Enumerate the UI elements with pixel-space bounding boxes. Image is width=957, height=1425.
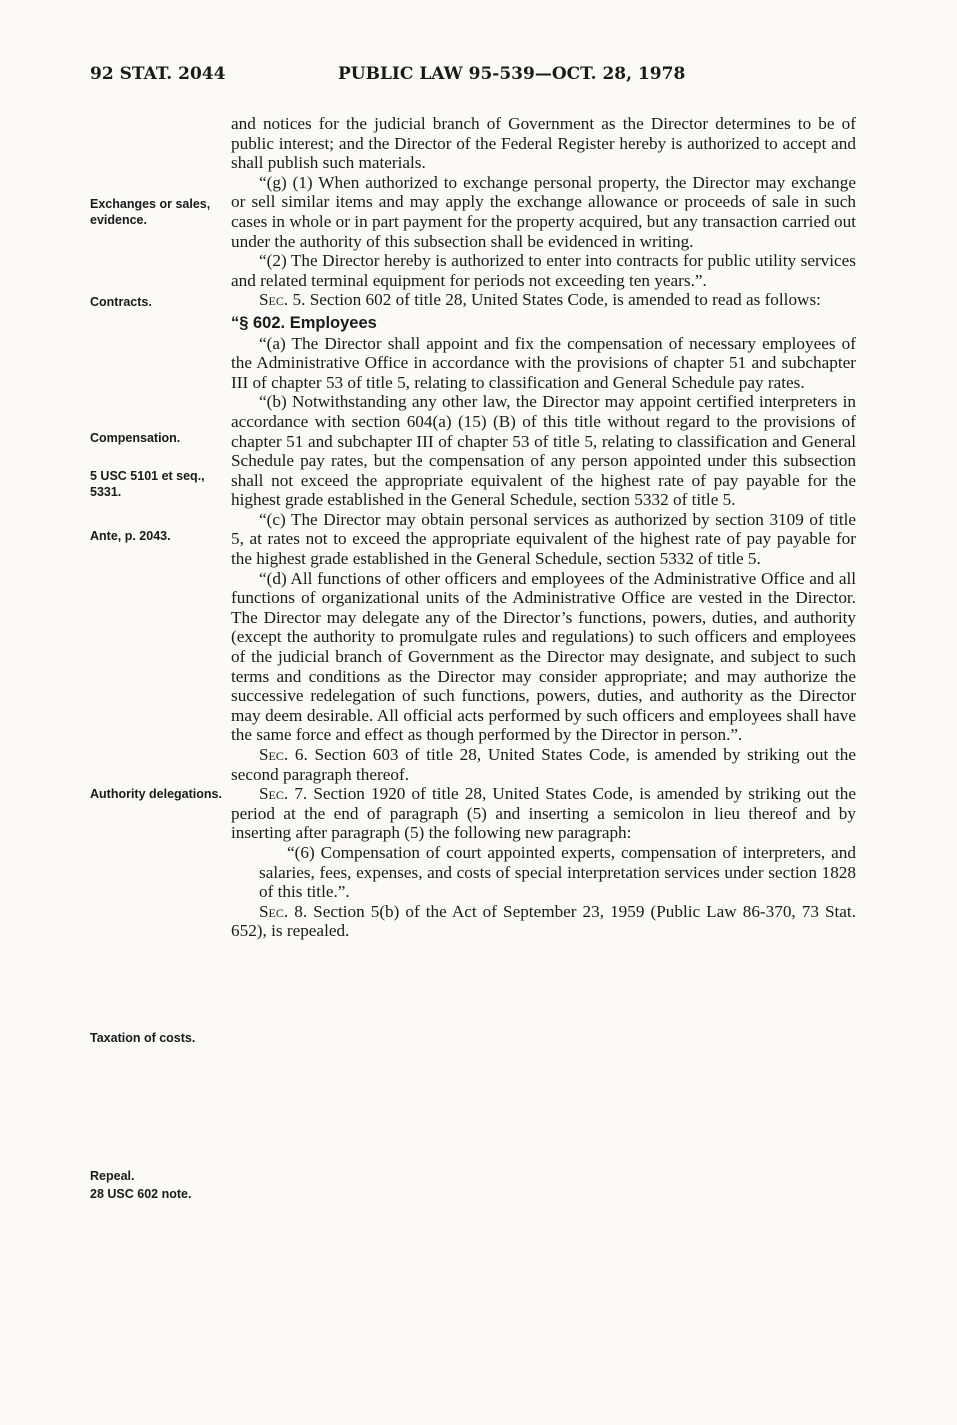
margin-note-ante: Ante, p. 2043. xyxy=(90,529,171,543)
paragraph-a: “(a) The Director shall appoint and fix the compensation of necessary employees of the Administrative Office in accordance with the provisions of chapter 51 and subchapter III of chapter 53 of title 5, relating to classification and General Schedule pay rates. xyxy=(231,333,856,392)
paragraph-d: “(d) All functions of other officers and employees of the Administrative Office and all functions of organizational units of the Administrative Office are vested in the Director. The Director may delegate any of the Director’s functions, powers, duties, and authority (except the authority to promulgate rules and regulations) to such officers and employees of the judicial branch of Government as the Director may designate, and subject to such terms and conditions as the Director may consider appropriate; and may authorize the successive redelegation of such functions, powers, duties, and authority as the Director may deem desirable. All official acts performed by such officers and employees shall have the same force and effect as though performed by the Director in person.”. xyxy=(231,568,856,745)
section-text: Section 5(b) of the Act of September 23, 1959 (Public Law 86-370, 73 Stat. 652), is repealed. xyxy=(231,901,856,941)
paragraph-continuation: and notices for the judicial branch of Government as the Director determines to be of public interest; and the Director of the Federal Register hereby is authorized to accept and shall publish such materials. xyxy=(231,114,856,173)
section-6 xyxy=(231,745,856,784)
section-heading: “§ 602. Employees xyxy=(231,313,377,332)
paragraph-b: “(b) Notwithstanding any other law, the Director may appoint certified interpreters in accordance with section 604(a) (15) (B) of this title without regard to the provisions of chapter 51 and subchapter III of chapter 53 of title 5, relating to classification and General Schedule pay rates, but the compensation of any person appointed under this subsection shall not exceed the appropriate equivalent of the highest rate of pay payable for the highest grade established in the General Schedule, section 5332 of title 5. xyxy=(231,392,856,510)
page-header xyxy=(0,64,957,90)
margin-note-contracts: Contracts. xyxy=(90,295,152,309)
section-label: Sec. 5. xyxy=(259,290,306,310)
section-text: Section 602 of title 28, United States Code, is amended to read as follows: xyxy=(305,290,821,310)
paragraph-g1: “(g) (1) When authorized to exchange personal property, the Director may exchange or sell similar items and may apply the exchange allowance or proceeds of sale in such cases in whole or in part payment for the property acquired, but any transaction carried out under the authority of this subsection shall be evidenced in writing. xyxy=(231,172,856,251)
section-5 xyxy=(231,290,856,310)
margin-note-authority: Authority delegations. xyxy=(90,787,222,801)
section-label: Sec. 7. xyxy=(259,784,308,804)
section-label: Sec. 6. xyxy=(259,745,308,764)
margin-note-exchanges: Exchanges or sales, evidence. xyxy=(90,197,211,227)
section-text: Section 1920 of title 28, United States Code, is amended by striking out the period at the end of paragraph (5) and inserting a semicolon in lieu thereof and by inserting after paragraph (5) the following new paragraph: xyxy=(231,784,856,843)
margin-note-usc5101: 5 USC 5101 et seq., 5331. xyxy=(90,469,205,499)
section-7 xyxy=(231,784,856,843)
stat-citation: 92 STAT. 2044 xyxy=(90,64,226,84)
section-label: Sec. 8. xyxy=(259,901,308,921)
section-text: Section 603 of title 28, United States Code, is amended by striking out the second paragraph thereof. xyxy=(231,745,856,784)
paragraph-6: “(6) Compensation of court appointed experts, compensation of interpreters, and salaries, fees, expenses, and costs of special interpretation services under section 1828 of this title.”. xyxy=(259,842,856,902)
body-text xyxy=(231,114,856,941)
public-law-title: PUBLIC LAW 95-539—OCT. 28, 1978 xyxy=(338,64,686,84)
margin-note-usc602: 28 USC 602 note. xyxy=(90,1187,192,1201)
margin-note-compensation: Compensation. xyxy=(90,431,181,445)
margin-note-repeal: Repeal. xyxy=(90,1169,135,1183)
margin-note-taxation: Taxation of costs. xyxy=(90,1031,196,1045)
paragraph-g2: “(2) The Director hereby is authorized to enter into contracts for public utility services and related terminal equipment for periods not exceeding ten years.”. xyxy=(231,251,856,290)
paragraph-c: “(c) The Director may obtain personal services as authorized by section 3109 of title 5, at rates not to exceed the appropriate equivalent of the highest rate of pay payable for the highest grade established in the General Schedule, section 5332 of title 5. xyxy=(231,509,856,569)
section-8 xyxy=(231,902,856,941)
